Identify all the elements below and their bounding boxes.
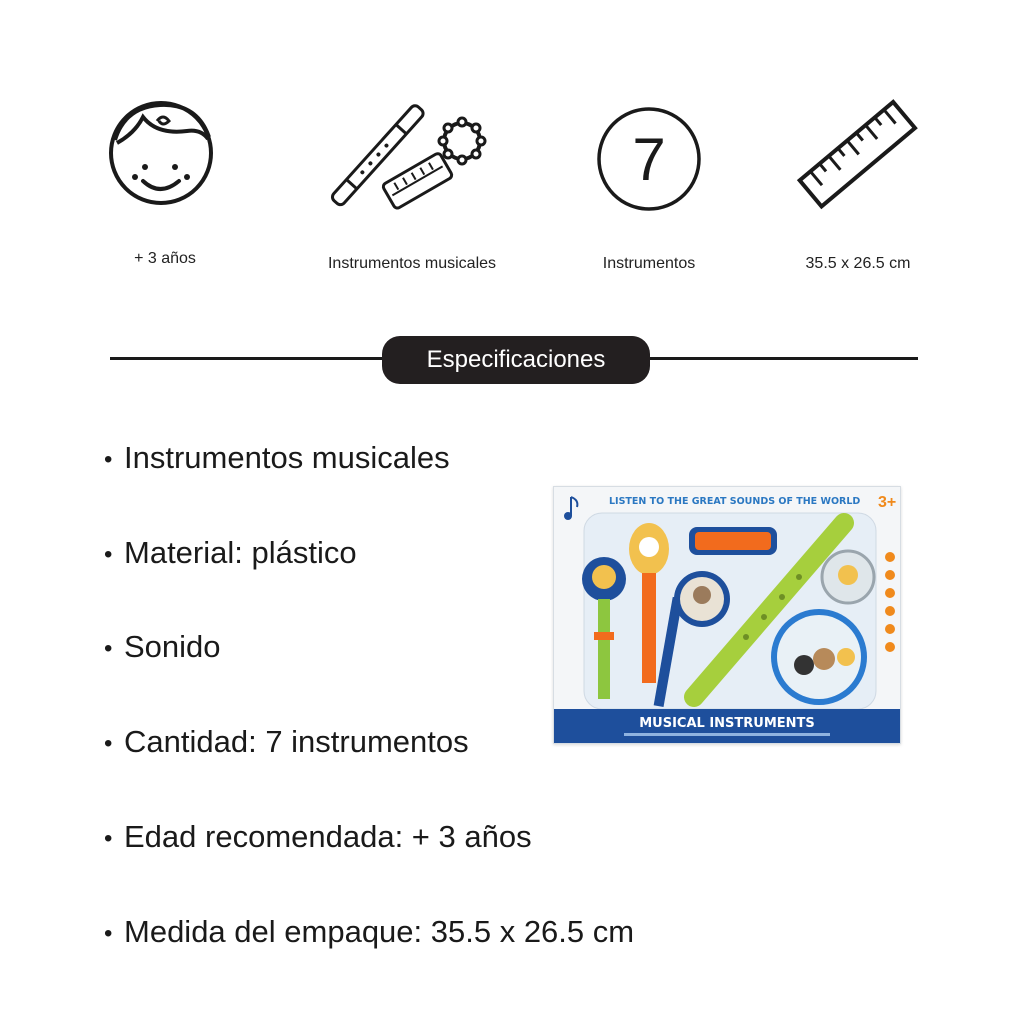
feature-caption-instruments: Instrumentos musicales xyxy=(327,255,497,272)
feature-caption-count: Instrumentos xyxy=(602,255,696,272)
spec-item: • Medida del empaque: 35.5 x 26.5 cm xyxy=(104,914,635,949)
count-number: 7 xyxy=(632,126,666,193)
bullet-icon: • xyxy=(104,729,113,757)
bullet-icon: • xyxy=(104,824,113,852)
spec-item: • Instrumentos musicales xyxy=(104,440,450,475)
spec-item: • Edad recomendada: + 3 años xyxy=(104,819,532,854)
box-tagline: LISTEN TO THE GREAT SOUNDS OF THE WORLD xyxy=(609,496,861,507)
drum-small xyxy=(674,571,730,627)
feature-size xyxy=(758,95,958,285)
product-box-image xyxy=(553,486,901,744)
drum-large xyxy=(771,609,867,705)
divider-left xyxy=(110,357,400,360)
tambourine-small xyxy=(822,551,874,603)
instruments-icon xyxy=(322,95,502,215)
bullet-icon: • xyxy=(104,634,113,662)
feature-age xyxy=(65,95,265,285)
bullet-icon: • xyxy=(104,540,113,568)
bullet-icon: • xyxy=(104,445,113,473)
box-age-badge: 3+ xyxy=(878,494,897,511)
box-title: MUSICAL INSTRUMENTS xyxy=(639,716,815,731)
spec-item: • Cantidad: 7 instrumentos xyxy=(104,724,469,759)
feature-caption-age: + 3 años xyxy=(134,250,196,267)
feature-count xyxy=(549,95,749,285)
spec-item: • Material: plástico xyxy=(104,535,357,570)
divider-right xyxy=(630,357,918,360)
bullet-icon: • xyxy=(104,919,113,947)
feature-instruments xyxy=(312,95,512,285)
ruler-icon xyxy=(793,95,923,215)
spec-item: • Sonido xyxy=(104,629,221,664)
section-title: Especificaciones xyxy=(382,336,650,384)
number-seven-icon xyxy=(589,95,709,215)
harmonica xyxy=(689,527,777,555)
child-face-icon xyxy=(105,95,225,215)
feature-caption-size: 35.5 x 26.5 cm xyxy=(805,255,911,272)
